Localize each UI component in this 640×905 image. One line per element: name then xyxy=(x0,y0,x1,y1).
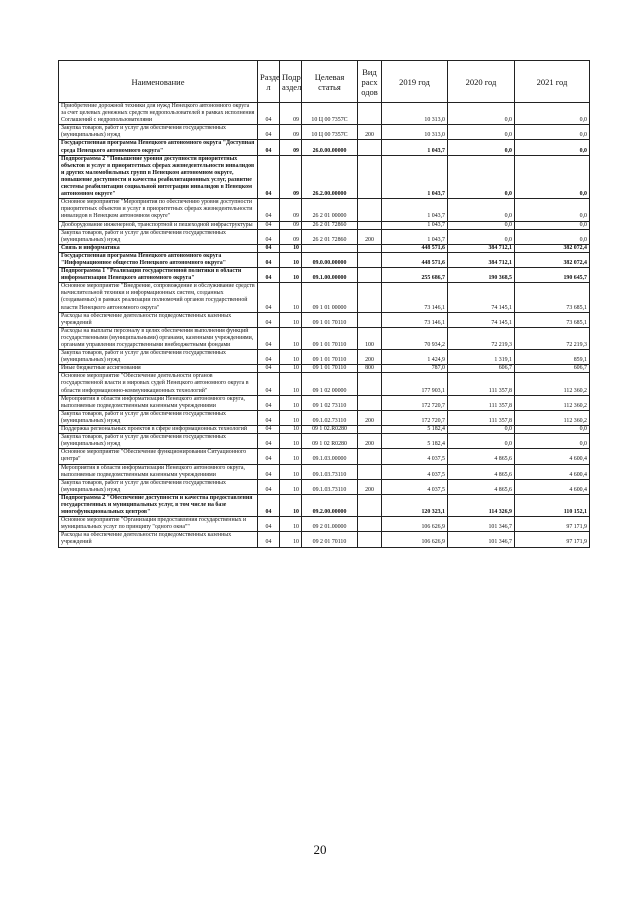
row-razdel: 04 xyxy=(258,244,280,252)
table-row xyxy=(59,532,590,547)
table-row xyxy=(59,229,590,244)
row-name: Закупка товаров, работ и услуг для обеспечения государственных (муниципальных) нужд xyxy=(59,125,258,140)
row-expense-type xyxy=(358,517,382,532)
row-razdel: 04 xyxy=(258,103,280,125)
row-2021: 112 360,2 xyxy=(515,410,590,425)
row-2020: 606,7 xyxy=(448,365,515,373)
row-2019: 5 182,4 xyxy=(382,434,448,449)
row-name: Государственная программа Ненецкого автономного округа "Информационное общество Ненецкого автономного округа" xyxy=(59,252,258,267)
row-podrazdel: 10 xyxy=(280,479,302,494)
row-2020: 72 219,3 xyxy=(448,327,515,349)
row-expense-type xyxy=(358,426,382,434)
row-2019: 255 686,7 xyxy=(382,268,448,283)
table-row xyxy=(59,365,590,373)
row-name: Расходы на обеспечение деятельности подведомственных казенных учреждений xyxy=(59,532,258,547)
row-expense-type: 100 xyxy=(358,327,382,349)
header-podrazdel: Подр аздел xyxy=(280,61,302,103)
table-row xyxy=(59,464,590,479)
row-2019: 172 720,7 xyxy=(382,410,448,425)
table-row xyxy=(59,244,590,252)
row-name: Основное мероприятие "Мероприятия по обеспечению уровня доступности приоритетных объектов и услуг в приоритетных сферах жизнедеятельности инвалидов в Ненецком автономном округе" xyxy=(59,199,258,221)
row-2021: 4 600,4 xyxy=(515,449,590,464)
row-2020: 4 865,6 xyxy=(448,464,515,479)
row-2020: 1 319,1 xyxy=(448,350,515,365)
row-2021: 0,0 xyxy=(515,155,590,199)
row-target-article: 09 1 01 00000 xyxy=(302,283,358,312)
row-name: Иные бюджетные ассигнования xyxy=(59,365,258,373)
row-2021: 606,7 xyxy=(515,365,590,373)
row-2020: 0,0 xyxy=(448,155,515,199)
row-target-article: 26 2 01 72860 xyxy=(302,229,358,244)
row-razdel: 04 xyxy=(258,494,280,516)
row-podrazdel: 10 xyxy=(280,532,302,547)
row-target-article: 09 1 02 R0280 xyxy=(302,434,358,449)
row-target-article: 09 1 02 73110 xyxy=(302,395,358,410)
row-2020: 0,0 xyxy=(448,125,515,140)
table-header-row xyxy=(59,61,590,103)
row-name: Закупка товаров, работ и услуг для обеспечения государственных (муниципальных) нужд xyxy=(59,434,258,449)
row-2020: 101 346,7 xyxy=(448,517,515,532)
row-2019: 4 037,5 xyxy=(382,479,448,494)
row-razdel: 04 xyxy=(258,532,280,547)
header-razdel: Разде л xyxy=(258,61,280,103)
row-name: Закупка товаров, работ и услуг для обеспечения государственных (муниципальных) нужд xyxy=(59,350,258,365)
row-target-article: 09 1 01 70110 xyxy=(302,365,358,373)
row-2020: 0,0 xyxy=(448,199,515,221)
row-name: Приобретение дорожной техники для нужд Ненецкого автономного округа за счет целевых денежных средств недропользователей в рамках исполнения Соглашений с недропользователями xyxy=(59,103,258,125)
row-expense-type xyxy=(358,252,382,267)
row-podrazdel: 10 xyxy=(280,365,302,373)
row-expense-type xyxy=(358,221,382,229)
row-target-article: 09.1.03.73110 xyxy=(302,464,358,479)
row-target-article: 26.2.00.00000 xyxy=(302,155,358,199)
row-2021: 0,0 xyxy=(515,426,590,434)
row-expense-type: 200 xyxy=(358,434,382,449)
row-2020: 111 357,8 xyxy=(448,395,515,410)
row-2019: 1 043,7 xyxy=(382,140,448,155)
row-podrazdel: 10 xyxy=(280,268,302,283)
row-target-article: 09 1 01 70110 xyxy=(302,327,358,349)
row-2021: 859,1 xyxy=(515,350,590,365)
row-podrazdel: 09 xyxy=(280,103,302,125)
row-razdel: 04 xyxy=(258,410,280,425)
table-row xyxy=(59,434,590,449)
row-2020: 384 712,1 xyxy=(448,252,515,267)
row-expense-type: 200 xyxy=(358,479,382,494)
row-name: Дооборудование инженерной, транспортной и пешеходной инфраструктуры xyxy=(59,221,258,229)
row-podrazdel: 10 xyxy=(280,350,302,365)
row-expense-type xyxy=(358,449,382,464)
row-razdel: 04 xyxy=(258,312,280,327)
row-expense-type xyxy=(358,103,382,125)
table-row xyxy=(59,268,590,283)
row-2020: 0,0 xyxy=(448,229,515,244)
row-2020: 4 865,6 xyxy=(448,479,515,494)
row-expense-type xyxy=(358,464,382,479)
row-expense-type: 800 xyxy=(358,365,382,373)
row-razdel: 04 xyxy=(258,327,280,349)
row-2021: 0,0 xyxy=(515,103,590,125)
row-target-article: 09 1 01 70110 xyxy=(302,350,358,365)
row-podrazdel: 10 xyxy=(280,252,302,267)
row-podrazdel: 09 xyxy=(280,229,302,244)
row-podrazdel: 10 xyxy=(280,327,302,349)
row-podrazdel: 10 xyxy=(280,494,302,516)
row-target-article xyxy=(302,244,358,252)
header-target-article: Целевая статья xyxy=(302,61,358,103)
row-podrazdel: 09 xyxy=(280,155,302,199)
row-expense-type: 200 xyxy=(358,125,382,140)
row-2019: 787,0 xyxy=(382,365,448,373)
row-razdel: 04 xyxy=(258,283,280,312)
row-name: Основное мероприятие "Внедрение, сопровождение и обслуживание средств вычислительной техники и информационных систем, созданных (создаваемых) в рамках реализации полномочий органов государственной власти Ненецкого автономного округа" xyxy=(59,283,258,312)
row-2020: 0,0 xyxy=(448,103,515,125)
row-expense-type: 200 xyxy=(358,410,382,425)
table-row xyxy=(59,350,590,365)
row-name: Поддержка региональных проектов в сфере информационных технологий xyxy=(59,426,258,434)
row-name: Мероприятия в области информатизации Ненецкого автономного округа, выполняемые подведомственными казенными учреждениями xyxy=(59,464,258,479)
row-expense-type xyxy=(358,312,382,327)
row-2021: 0,0 xyxy=(515,434,590,449)
row-2019: 10 313,0 xyxy=(382,103,448,125)
row-2020: 0,0 xyxy=(448,434,515,449)
budget-table xyxy=(58,60,590,548)
table-row xyxy=(59,479,590,494)
row-target-article: 09.1.03.00000 xyxy=(302,449,358,464)
table-row xyxy=(59,426,590,434)
row-name: Закупка товаров, работ и услуг для обеспечения государственных (муниципальных) нужд xyxy=(59,410,258,425)
row-2021: 382 072,4 xyxy=(515,244,590,252)
header-name: Наименование xyxy=(59,61,258,103)
header-2020: 2020 год xyxy=(448,61,515,103)
row-target-article: 09.1.00.00000 xyxy=(302,268,358,283)
row-2020: 384 712,1 xyxy=(448,244,515,252)
row-2020: 111 357,8 xyxy=(448,373,515,395)
row-razdel: 04 xyxy=(258,464,280,479)
row-podrazdel: 10 xyxy=(280,283,302,312)
row-target-article: 09 2 01 70110 xyxy=(302,532,358,547)
row-2020: 0,0 xyxy=(448,140,515,155)
row-2021: 97 171,9 xyxy=(515,517,590,532)
row-expense-type xyxy=(358,155,382,199)
row-2019: 5 182,4 xyxy=(382,426,448,434)
row-2019: 10 313,0 xyxy=(382,125,448,140)
table-row xyxy=(59,494,590,516)
row-razdel: 04 xyxy=(258,479,280,494)
table-row xyxy=(59,221,590,229)
row-2021: 0,0 xyxy=(515,140,590,155)
row-name: Подпрограмма 2 "Обеспечение доступности и качества предоставления государственных и муниципальных услуг, в том числе на базе многофункциональных центров" xyxy=(59,494,258,516)
row-expense-type: 200 xyxy=(358,229,382,244)
row-podrazdel: 10 xyxy=(280,449,302,464)
page-number: 20 xyxy=(313,842,327,857)
table-row xyxy=(59,252,590,267)
row-razdel: 04 xyxy=(258,517,280,532)
header-2019: 2019 год xyxy=(382,61,448,103)
row-name: Подпрограмма 1 "Реализация государственной политики в области информатизации Ненецкого автономного округа" xyxy=(59,268,258,283)
table-row xyxy=(59,140,590,155)
row-2019: 73 146,1 xyxy=(382,283,448,312)
row-name: Мероприятия в области информатизации Ненецкого автономного округа, выполняемые подведомственными казенными учреждениями xyxy=(59,395,258,410)
row-2020: 114 326,9 xyxy=(448,494,515,516)
row-expense-type xyxy=(358,199,382,221)
row-target-article: 10 Ц 00 7357С xyxy=(302,103,358,125)
row-podrazdel: 10 xyxy=(280,464,302,479)
row-expense-type xyxy=(358,283,382,312)
row-target-article: 26.0.00.00000 xyxy=(302,140,358,155)
row-razdel: 04 xyxy=(258,395,280,410)
row-razdel: 04 xyxy=(258,449,280,464)
table-row xyxy=(59,517,590,532)
row-razdel: 04 xyxy=(258,221,280,229)
row-2021: 72 219,3 xyxy=(515,327,590,349)
row-2021: 97 171,9 xyxy=(515,532,590,547)
row-2019: 448 571,6 xyxy=(382,252,448,267)
row-podrazdel: 10 xyxy=(280,517,302,532)
row-target-article: 09 1 01 70110 xyxy=(302,312,358,327)
row-2021: 0,0 xyxy=(515,125,590,140)
row-podrazdel: 09 xyxy=(280,140,302,155)
row-2019: 120 323,1 xyxy=(382,494,448,516)
row-razdel: 04 xyxy=(258,252,280,267)
row-expense-type xyxy=(358,373,382,395)
table-row xyxy=(59,199,590,221)
row-target-article: 09 1 02.R0280 xyxy=(302,426,358,434)
row-target-article: 09.1.03.73110 xyxy=(302,479,358,494)
row-podrazdel: 10 xyxy=(280,312,302,327)
table-row xyxy=(59,125,590,140)
row-name: Основное мероприятие "Обеспечение функционирования Ситуационного центра" xyxy=(59,449,258,464)
row-razdel: 04 xyxy=(258,426,280,434)
row-name: Закупка товаров, работ и услуг для обеспечения государственных (муниципальных) нужд xyxy=(59,479,258,494)
row-podrazdel: 10 xyxy=(280,426,302,434)
table-row xyxy=(59,395,590,410)
row-razdel: 04 xyxy=(258,350,280,365)
row-name: Основное мероприятие "Организация предоставления государственных и муниципальных услуг по принципу "одного окна"" xyxy=(59,517,258,532)
row-2019: 177 903,1 xyxy=(382,373,448,395)
row-target-article: 10 Ц 00 7357С xyxy=(302,125,358,140)
row-razdel: 04 xyxy=(258,140,280,155)
row-expense-type xyxy=(358,244,382,252)
row-name: Государственная программа Ненецкого автономного округа "Доступная среда Ненецкого автономного округа" xyxy=(59,140,258,155)
row-2019: 106 626,9 xyxy=(382,517,448,532)
row-podrazdel: 10 xyxy=(280,244,302,252)
row-2021: 73 685,1 xyxy=(515,283,590,312)
row-razdel: 04 xyxy=(258,229,280,244)
row-2019: 4 037,5 xyxy=(382,464,448,479)
row-target-article: 09 1 02 00000 xyxy=(302,373,358,395)
row-target-article: 09.2.00.00000 xyxy=(302,494,358,516)
row-2019: 172 720,7 xyxy=(382,395,448,410)
row-2021: 0,0 xyxy=(515,199,590,221)
row-2021: 4 600,4 xyxy=(515,479,590,494)
row-2020: 0,0 xyxy=(448,426,515,434)
row-2019: 1 043,7 xyxy=(382,221,448,229)
row-2020: 74 145,1 xyxy=(448,283,515,312)
row-2019: 1 043,7 xyxy=(382,155,448,199)
row-2021: 0,0 xyxy=(515,229,590,244)
row-2019: 448 571,6 xyxy=(382,244,448,252)
row-name: Расходы на обеспечение деятельности подведомственных казенных учреждений xyxy=(59,312,258,327)
row-podrazdel: 10 xyxy=(280,410,302,425)
table-row xyxy=(59,103,590,125)
header-2021: 2021 год xyxy=(515,61,590,103)
row-razdel: 04 xyxy=(258,365,280,373)
row-2021: 190 645,7 xyxy=(515,268,590,283)
row-razdel: 04 xyxy=(258,155,280,199)
row-2019: 70 934,2 xyxy=(382,327,448,349)
row-razdel: 04 xyxy=(258,373,280,395)
row-2021: 112 360,2 xyxy=(515,373,590,395)
row-2019: 1 043,7 xyxy=(382,199,448,221)
table-row xyxy=(59,283,590,312)
row-2021: 110 152,1 xyxy=(515,494,590,516)
row-2020: 4 865,6 xyxy=(448,449,515,464)
row-2019: 1 424,9 xyxy=(382,350,448,365)
row-expense-type xyxy=(358,140,382,155)
row-razdel: 04 xyxy=(258,268,280,283)
row-target-article: 09.0.00.00000 xyxy=(302,252,358,267)
row-name: Подпрограмма 2 "Повышение уровня доступности приоритетных объектов и услуг в приоритетных сферах жизнедеятельности инвалидов и других маломобильных групп в Ненецком автономном округе, повышение доступности и качества реабилитационных услуг, развитие системы реабилитации социальной интеграции инвалидов в Ненецком автономном округе" xyxy=(59,155,258,199)
row-target-article: 09 2 01.00000 xyxy=(302,517,358,532)
row-2021: 4 600,4 xyxy=(515,464,590,479)
row-razdel: 04 xyxy=(258,434,280,449)
row-2019: 1 043,7 xyxy=(382,229,448,244)
row-target-article: 26 2 01 72860 xyxy=(302,221,358,229)
row-name: Основное мероприятие "Обеспечение деятельности органов государственной власти и мировых судей Ненецкого автономного округа в области информационно-коммуникационных технологий" xyxy=(59,373,258,395)
row-name: Закупка товаров, работ и услуг для обеспечения государственных (муниципальных) нужд xyxy=(59,229,258,244)
row-2020: 101 346,7 xyxy=(448,532,515,547)
table-row xyxy=(59,373,590,395)
row-expense-type xyxy=(358,494,382,516)
header-expense-type: Вид расх одов xyxy=(358,61,382,103)
row-podrazdel: 09 xyxy=(280,221,302,229)
row-2020: 74 145,1 xyxy=(448,312,515,327)
row-2019: 106 626,9 xyxy=(382,532,448,547)
table-row xyxy=(59,327,590,349)
row-expense-type xyxy=(358,395,382,410)
row-2021: 382 072,4 xyxy=(515,252,590,267)
row-2020: 0,0 xyxy=(448,221,515,229)
row-razdel: 04 xyxy=(258,125,280,140)
row-2019: 73 146,1 xyxy=(382,312,448,327)
row-name: Связь и информатика xyxy=(59,244,258,252)
table-row xyxy=(59,155,590,199)
row-podrazdel: 09 xyxy=(280,125,302,140)
row-podrazdel: 10 xyxy=(280,373,302,395)
row-2021: 112 360,2 xyxy=(515,395,590,410)
row-expense-type xyxy=(358,268,382,283)
table-row xyxy=(59,410,590,425)
row-podrazdel: 10 xyxy=(280,434,302,449)
row-podrazdel: 10 xyxy=(280,395,302,410)
table-body xyxy=(59,103,590,548)
row-name: Расходы на выплаты персоналу в целях обеспечения выполнения функций государственными (муниципальными) органами, казенными учреждениями, органами управления государственными внебюджетными фондами xyxy=(59,327,258,349)
row-2020: 190 368,5 xyxy=(448,268,515,283)
row-target-article: 09.1.02.73110 xyxy=(302,410,358,425)
table-row xyxy=(59,449,590,464)
row-podrazdel: 09 xyxy=(280,199,302,221)
row-2021: 0,0 xyxy=(515,221,590,229)
table-row xyxy=(59,312,590,327)
row-target-article: 26 2 01 00000 xyxy=(302,199,358,221)
row-2021: 73 685,1 xyxy=(515,312,590,327)
row-razdel: 04 xyxy=(258,199,280,221)
row-expense-type: 200 xyxy=(358,350,382,365)
row-2020: 111 357,8 xyxy=(448,410,515,425)
row-2019: 4 037,5 xyxy=(382,449,448,464)
row-expense-type xyxy=(358,532,382,547)
